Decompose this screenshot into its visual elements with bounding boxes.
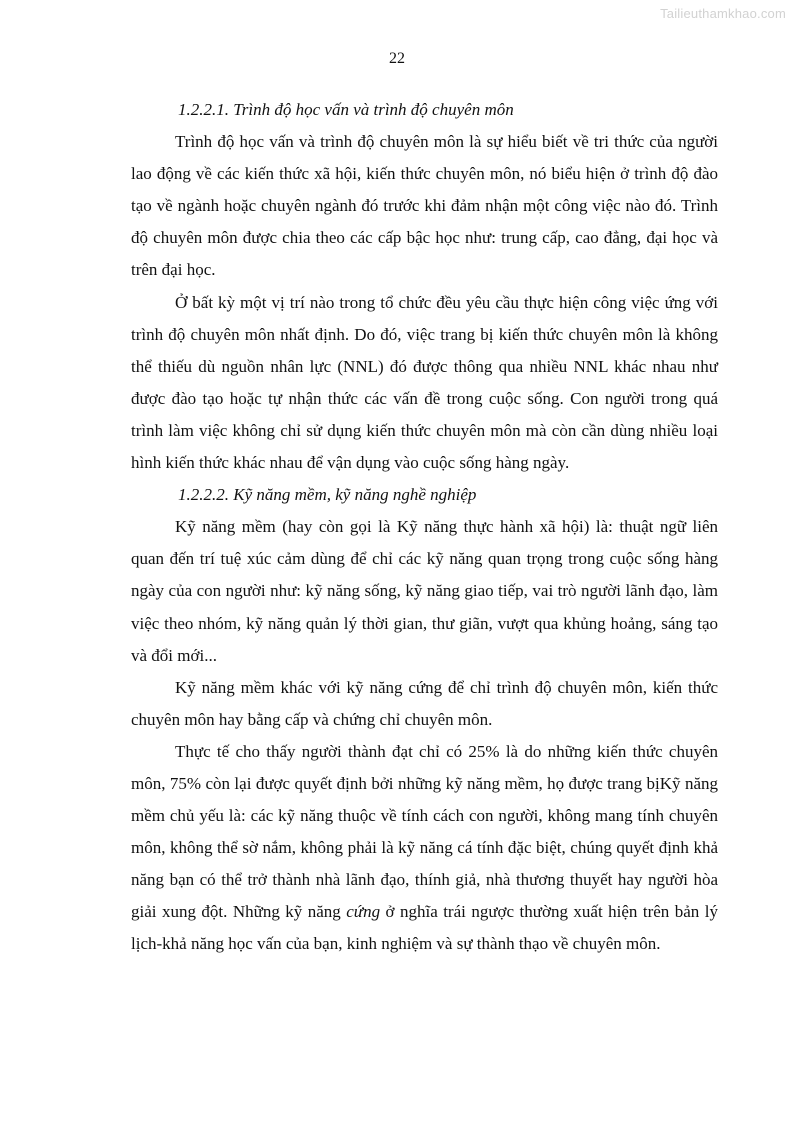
watermark: Tailieuthamkhao.com xyxy=(660,6,786,21)
page-number: 22 xyxy=(389,50,405,67)
paragraph: Kỹ năng mềm khác với kỹ năng cứng để chỉ trình độ chuyên môn, kiến thức chuyên môn hay bằng cấp và chứng chỉ chuyên môn. xyxy=(131,677,718,729)
document-body xyxy=(131,94,718,961)
paragraph-text: Thực tế cho thấy người thành đạt chỉ có 25% là do những kiến thức chuyên môn, 75% còn lại được quyết định bởi những kỹ năng mềm, họ được trang bịKỹ năng mềm chủ yếu là: các kỹ năng thuộc về tính cách con người, không mang tính chuyên môn, không thể sờ nắm, không phải là kỹ năng cá tính đặc biệt, chúng quyết định khả năng bạn có thể trở thành nhà lãnh đạo, thính giả, nhà thương thuyết hay người hòa giải xung đột. Những kỹ năng xyxy=(131,741,718,922)
paragraph: Kỹ năng mềm (hay còn gọi là Kỹ năng thực hành xã hội) là: thuật ngữ liên quan đến trí tuệ xúc cảm dùng để chỉ các kỹ năng quan trọng trong cuộc sống hàng ngày của con người như: kỹ năng sống, kỹ năng giao tiếp, vai trò người lãnh đạo, làm việc theo nhóm, kỹ năng quản lý thời gian, thư giãn, vượt qua khủng hoảng, sáng tạo và đổi mới... xyxy=(131,517,718,665)
paragraph xyxy=(131,736,718,961)
section-heading-1-2-2-1: 1.2.2.1. Trình độ học vấn và trình độ chuyên môn xyxy=(178,100,514,119)
italic-term: cứng xyxy=(346,902,381,922)
paragraph-text: ở nghĩa trái ngược thường xuất hiện trên bản lý lịch-khả năng học vấn của bạn, kinh nghiệm và sự thành thạo về chuyên môn. xyxy=(131,902,718,954)
paragraph: Ở bất kỳ một vị trí nào trong tổ chức đều yêu cầu thực hiện công việc ứng với trình độ chuyên môn nhất định. Do đó, việc trang bị kiến thức chuyên môn là không thể thiếu dù nguồn nhân lực (NNL) đó được thông qua nhiều NNL khác nhau như được đào tạo hoặc tự nhận thức các vấn đề trong cuộc sống. Con người trong quá trình làm việc không chỉ sử dụng kiến thức chuyên môn mà còn cần dùng nhiều loại hình kiến thức khác nhau để vận dụng vào cuộc sống hàng ngày. xyxy=(131,292,718,473)
paragraph: Trình độ học vấn và trình độ chuyên môn là sự hiểu biết về tri thức của người lao động về các kiến thức xã hội, kiến thức chuyên môn, nó biểu hiện ở trình độ đào tạo về ngành hoặc chuyên ngành đó trước khi đảm nhận một công việc nào đó. Trình độ chuyên môn được chia theo các cấp bậc học như: trung cấp, cao đẳng, đại học và trên đại học. xyxy=(131,132,718,280)
section-heading-1-2-2-2: 1.2.2.2. Kỹ năng mềm, kỹ năng nghề nghiệp xyxy=(178,485,477,505)
